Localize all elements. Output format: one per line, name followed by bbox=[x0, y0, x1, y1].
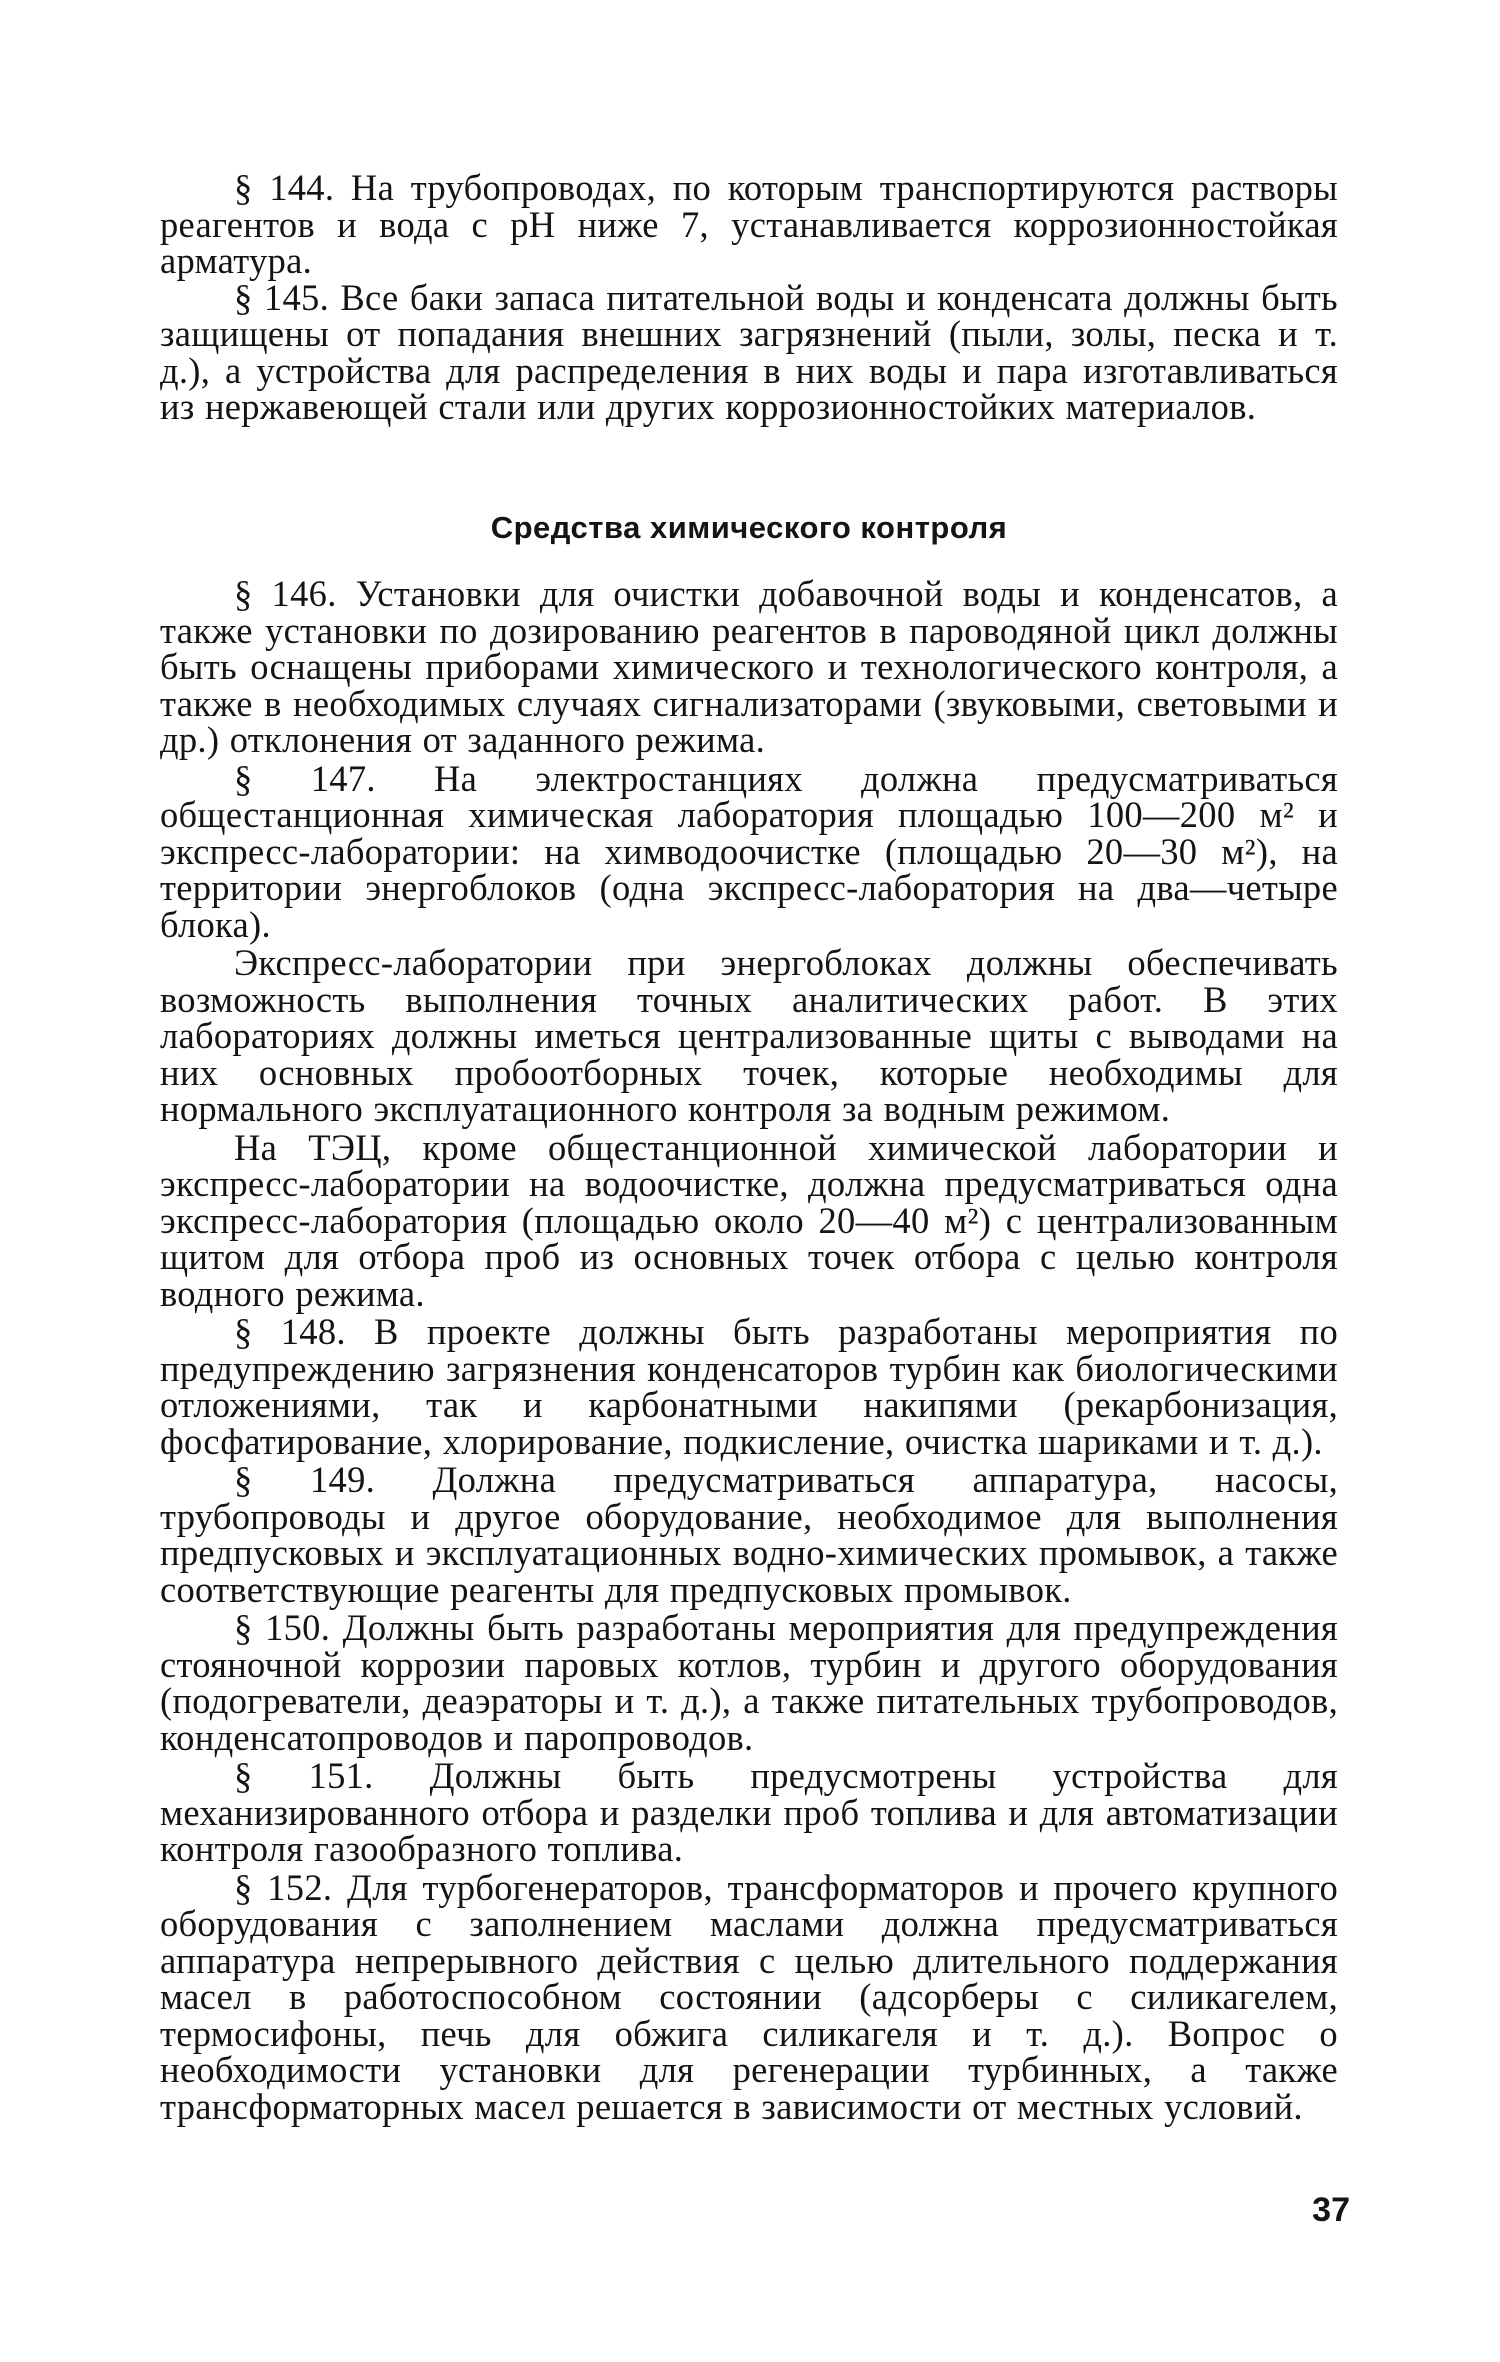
paragraph-147-tec: На ТЭЦ, кроме общестанционной химической лаборатории и экспресс-лаборатории на водоочистке, должна предусматриваться одна экспресс-лаборатория (площадью около 20—40 м²) с централизованным щитом для отбора проб из основных точек отбора с целью контроля водного режима. bbox=[160, 1126, 1338, 1314]
text-block-top bbox=[160, 167, 1338, 427]
paragraph-151: § 151. Должны быть предусмотрены устройства для механизированного отбора и разделки проб топлива и для автоматизации контроля газообразного топлива. bbox=[160, 1755, 1338, 1869]
paragraph-152: § 152. Для турбогенераторов, трансформаторов и прочего крупного оборудования с заполнением маслами должна предусматриваться аппаратура непрерывного действия с целью длительного поддержания масел в работоспособном состоянии (адсорберы с силикагелем, термосифоны, печь для обжига силикагеля и т. д.). Вопрос о необходимости установки для регенерации турбинных, а также трансформаторных масел решается в зависимости от местных условий. bbox=[160, 1866, 1338, 2127]
paragraph-149: § 149. Должна предусматриваться аппаратура, насосы, трубопроводы и другое оборудование, необходимое для выполнения предпусковых и эксплуатационных водно-химических промывок, а также соответствующие реагенты для предпусковых промывок. bbox=[160, 1459, 1338, 1610]
paragraph-146: § 146. Установки для очистки добавочной воды и конденсатов, а также установки по дозированию реагентов в пароводяной цикл должны быть оснащены приборами химического и технологического контроля, а также в необходимых случаях сигнализаторами (звуковыми, световыми и др.) отклонения от заданного режима. bbox=[160, 573, 1338, 760]
section-heading: Средства химического контроля bbox=[490, 510, 1008, 545]
text-block-bottom bbox=[160, 573, 1338, 2127]
page-number: 37 bbox=[1312, 2191, 1350, 2229]
paragraph-147-express-labs: Экспресс-лаборатории при энергоблоках должны обеспечивать возможность выполнения точных аналитических работ. В этих лабораториях должны иметься централизованные щиты с выводами на них основных пробоотборных точек, которые необходимы для нормального эксплуатационного контроля за водным режимом. bbox=[160, 942, 1338, 1129]
paragraph-148: § 148. В проекте должны быть разработаны мероприятия по предупреждению загрязнения конденсаторов турбин как биологическими отложениями, так и карбонатными накипями (рекарбонизация, фосфатирование, хлорирование, подкисление, очистка шариками и т. д.). bbox=[160, 1311, 1338, 1462]
paragraph-150: § 150. Должны быть разработаны мероприятия для предупреждения стояночной коррозии паровых котлов, турбин и другого оборудования (подогреватели, деаэраторы и т. д.), а также питательных трубопроводов, конденсатопроводов и паропроводов. bbox=[160, 1607, 1338, 1758]
paragraph-147: § 147. На электростанциях должна предусматриваться общестанционная химическая лаборатория площадью 100—200 м² и экспресс-лаборатории: на химводоочистке (площадью 20—30 м²), на территории энергоблоков (одна экспресс-лаборатория на два—четыре блока). bbox=[160, 757, 1338, 945]
paragraph-144: § 144. На трубопроводах, по которым транспортируются растворы реагентов и вода с рН ниже 7, устанавливается коррозионностойкая арматура. bbox=[160, 167, 1338, 281]
paragraph-145: § 145. Все баки запаса питательной воды и конденсата должны быть защищены от попадания внешних загрязнений (пыли, золы, песка и т. д.), а устройства для распределения в них воды и пара изготавливаться из нержавеющей стали или других коррозионностойких материалов. bbox=[160, 276, 1338, 427]
